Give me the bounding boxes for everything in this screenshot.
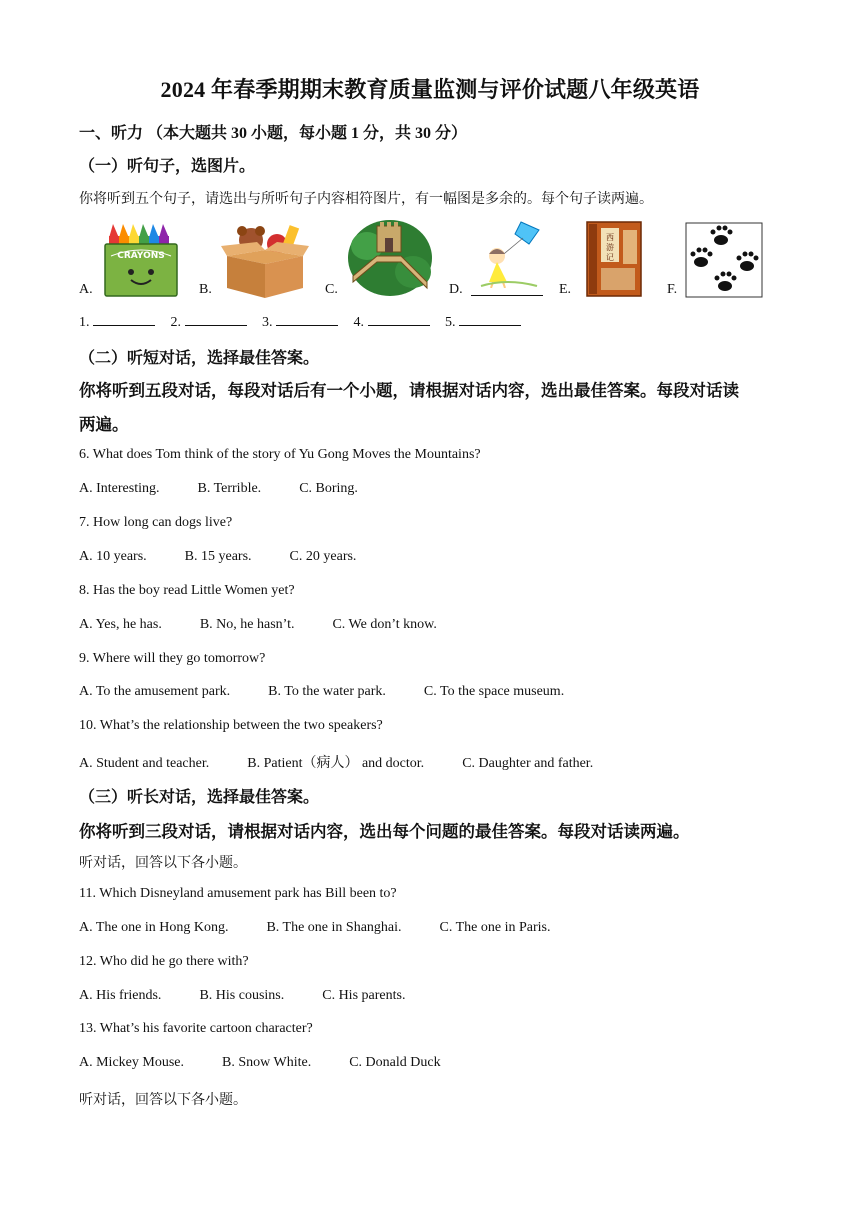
question-6-options	[79, 481, 358, 497]
picture-letter: C.	[325, 282, 338, 297]
question-8-options	[79, 617, 437, 633]
question-12: 12. Who did he go there with?	[79, 954, 249, 969]
option-a[interactable]: A. Student and teacher.	[79, 756, 210, 771]
sub3-heading: （三）听长对话，选择最佳答案。	[79, 789, 320, 806]
picture-options-row	[79, 218, 779, 302]
picture-letter: D.	[449, 282, 463, 297]
question-9-options	[79, 684, 564, 700]
option-a[interactable]: A. Interesting.	[79, 481, 160, 496]
crayons-label: CRAYONS	[117, 251, 165, 261]
answer-blanks-row	[79, 313, 521, 331]
picture-letter: A.	[79, 282, 93, 297]
sub2-instruction-line2: 两遍。	[79, 415, 129, 434]
picture-letter: B.	[199, 282, 212, 297]
svg-text:游: 游	[606, 243, 614, 252]
option-c[interactable]: C. 20 years.	[289, 549, 357, 564]
option-c[interactable]: C. Donald Duck	[349, 1055, 441, 1070]
option-b[interactable]: B. His cousins.	[199, 988, 285, 1003]
option-a[interactable]: A. To the amusement park.	[79, 684, 231, 699]
svg-text:记: 记	[606, 253, 614, 262]
sub3-instruction: 你将听到三段对话，请根据对话内容，选出每个问题的最佳答案。每段对话读两遍。	[79, 822, 690, 841]
great-wall-icon	[347, 216, 433, 298]
question-9: 9. Where will they go tomorrow?	[79, 651, 266, 666]
answer-blank-4[interactable]: 4.	[354, 315, 430, 330]
question-12-options	[79, 988, 405, 1004]
answer-blank-1[interactable]: 1.	[79, 315, 155, 330]
question-8: 8. Has the boy read Little Women yet?	[79, 583, 295, 598]
picture-letter: F.	[667, 282, 678, 297]
answer-blank-2[interactable]: 2.	[171, 315, 247, 330]
question-11: 11. Which Disneyland amusement park has Bill been to?	[79, 886, 397, 901]
option-b[interactable]: B. Snow White.	[222, 1055, 312, 1070]
option-b[interactable]: B. Terrible.	[197, 481, 262, 496]
option-c[interactable]: C. Boring.	[299, 481, 358, 496]
question-6: 6. What does Tom think of the story of Yu Gong Moves the Mountains?	[79, 447, 481, 462]
sub1-heading: （一）听句子，选图片。	[79, 158, 256, 175]
question-13-options	[79, 1055, 441, 1071]
answer-blank-3[interactable]: 3.	[262, 315, 338, 330]
option-c[interactable]: C. To the space museum.	[423, 684, 565, 699]
option-c[interactable]: C. Daughter and father.	[462, 756, 594, 771]
option-a[interactable]: A. Yes, he has.	[79, 617, 162, 632]
paw-prints-icon	[685, 222, 763, 298]
question-7-options	[79, 549, 356, 565]
girl-with-kite-icon	[477, 220, 547, 288]
sub3-lead-1: 听对话，回答以下各小题。	[79, 856, 247, 871]
sub3-lead-2: 听对话，回答以下各小题。	[79, 1093, 247, 1108]
option-a[interactable]: A. The one in Hong Kong.	[79, 920, 229, 935]
option-b[interactable]: B. Patient（病人） and doctor.	[247, 756, 425, 771]
part1-heading: 一、听力 （本大题共 30 小题，每小题 1 分，共 30 分）	[79, 125, 468, 142]
question-10: 10. What’s the relationship between the two speakers?	[79, 718, 383, 733]
sub2-heading: （二）听短对话，选择最佳答案。	[79, 350, 320, 367]
sub1-instruction: 你将听到五个句子，请选出与所听句子内容相符图片，有一幅图是多余的。每个句子读两遍。	[79, 192, 653, 207]
option-b[interactable]: B. No, he hasn’t.	[199, 617, 295, 632]
option-b[interactable]: B. 15 years.	[184, 549, 252, 564]
option-c[interactable]: C. The one in Paris.	[439, 920, 551, 935]
sub2-instruction-line1: 你将听到五段对话，每段对话后有一个小题，请根据对话内容，选出最佳答案。每段对话读	[79, 381, 739, 400]
svg-text:西: 西	[606, 233, 614, 242]
option-a[interactable]: A. 10 years.	[79, 549, 147, 564]
option-b[interactable]: B. To the water park.	[268, 684, 386, 699]
crayons-box-icon	[103, 220, 179, 298]
option-c[interactable]: C. His parents.	[322, 988, 406, 1003]
option-a[interactable]: A. His friends.	[79, 988, 162, 1003]
question-13: 13. What’s his favorite cartoon character?	[79, 1021, 313, 1036]
toy-box-icon	[221, 222, 309, 300]
question-10-options	[79, 752, 593, 772]
question-7: 7. How long can dogs live?	[79, 515, 233, 530]
option-c[interactable]: C. We don’t know.	[332, 617, 437, 632]
option-a[interactable]: A. Mickey Mouse.	[79, 1055, 184, 1070]
page-title: 2024 年春季期期末教育质量监测与评价试题八年级英语	[160, 77, 700, 102]
answer-blank-5[interactable]: 5.	[445, 315, 521, 330]
journey-to-the-west-book-icon	[585, 220, 643, 298]
picture-letter: E.	[559, 282, 572, 297]
option-b[interactable]: B. The one in Shanghai.	[266, 920, 402, 935]
question-11-options	[79, 920, 550, 936]
